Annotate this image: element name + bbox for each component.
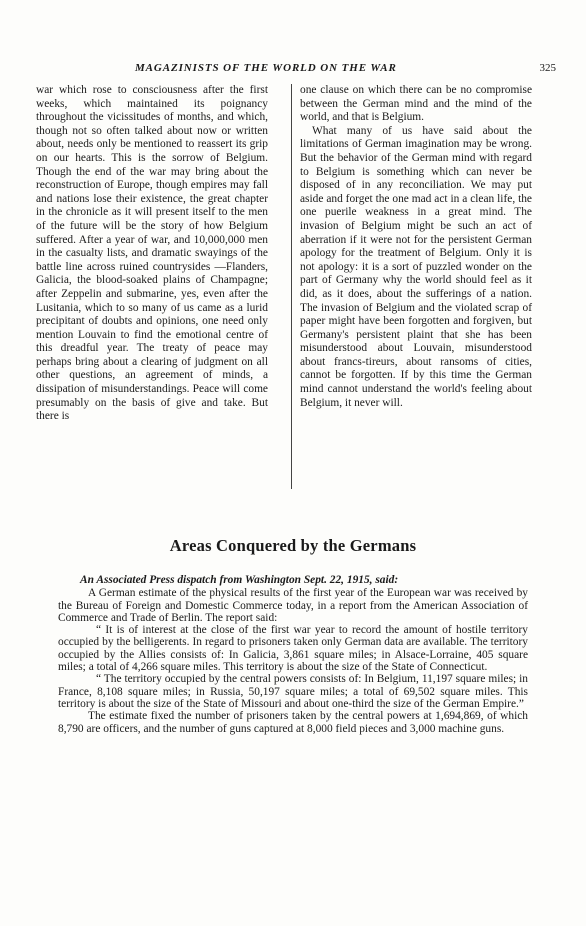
running-title: MAGAZINISTS OF THE WORLD ON THE WAR (135, 62, 397, 74)
right-column (300, 84, 532, 410)
article-paragraph: A German estimate of the physical results of the first year of the European war was received by the Bureau of Foreign and Domestic Commerce today, in a report from the American Association of Commerce and Trade of Berlin. The report said: (58, 587, 528, 624)
left-column (36, 84, 268, 424)
article-dateline: An Associated Press dispatch from Washington Sept. 22, 1915, said: (80, 574, 399, 586)
article-paragraph: “ It is of interest at the close of the first war year to record the amount of hostile territory occupied by the belligerents. In regard to prisoners taken only German data are available. The territory occupied by the Allies consists of: In Galicia, 3,861 square miles; in Alsace-Lorraine, 405 square miles; a total of 4,266 square miles. This territory is about the size of the State of Connecticut. (58, 624, 528, 674)
right-column-paragraph: one clause on which there can be no compromise between the German mind and the mind of the world, and that is Belgium. (300, 84, 532, 124)
page-number: 325 (539, 62, 556, 74)
article-body (58, 574, 528, 735)
article-paragraph: The estimate fixed the number of prisoners taken by the central powers at 1,694,869, of which 8,790 are officers, and the number of guns captured at 8,000 field pieces and 3,000 machine guns. (58, 710, 528, 735)
left-column-paragraph: war which rose to consciousness after the first weeks, which maintained its poignancy throughout the vicissitudes of months, and which, though not so often talked about now or written about, needs only be mentioned to reassert its grip on our hearts. This is the sorrow of Belgium. Though the end of the war may bring about the reconstruction of Europe, though empires may fall and nations lose their existence, the great chapter in the chronicle as it will present itself to the men of the future will be the story of how Belgium suffered. After a year of war, and 10,000,000 men in the casualty lists, and dramatic swayings of the battle line across ruined countrysides —Flanders, Galicia, the blood-soaked plains of Champagne; after Zeppelin and submarine, yes, even after the Lusitania, which to so many of us came as a lurid precipitant of doubts and opinions, one need only mention Louvain to find the emotional centre of this dreadful year. The treaty of peace may perhaps bring about a clearing of judgment on all other questions, an agreement of minds, a dissipation of misunderstandings. Peace will come presumably on the basis of give and take. But there is (36, 84, 268, 423)
column-divider (291, 84, 292, 489)
article-title: Areas Conquered by the Germans (169, 536, 417, 555)
article-paragraph: “ The territory occupied by the central powers consists of: In Belgium, 11,197 square miles; in France, 8,108 square miles; in Russia, 50,197 square miles; a total of 69,502 square miles. This territory is about the size of the State of Missouri and about one-third the size of the German Empire.” (58, 673, 528, 710)
running-head (30, 62, 560, 76)
right-column-paragraph: What many of us have said about the limitations of German imagination may be wrong. But the behavior of the German mind with regard to Belgium is something which can never be disposed of in any reconciliation. We may put aside and forget the one mad act in a clean life, the one puerile weakness in a great mind. The invasion of Belgium might be such an act of aberration if it were not for the persistent German apology for the treatment of Belgium. Only it is not apology: it is a sort of puzzled wonder on the part of Germany why the world should feel as it did, as it does, about the sufferings of a nation. The invasion of Belgium and the violated scrap of paper might have been forgotten and forgiven, but Germany's persistent plaint that she has been misunderstood about Louvain, misunderstood about francs-tireurs, about ransoms of cities, cannot be forgotten. If by this time the German mind cannot understand the world's feeling about Belgium, it never will. (300, 124, 532, 409)
